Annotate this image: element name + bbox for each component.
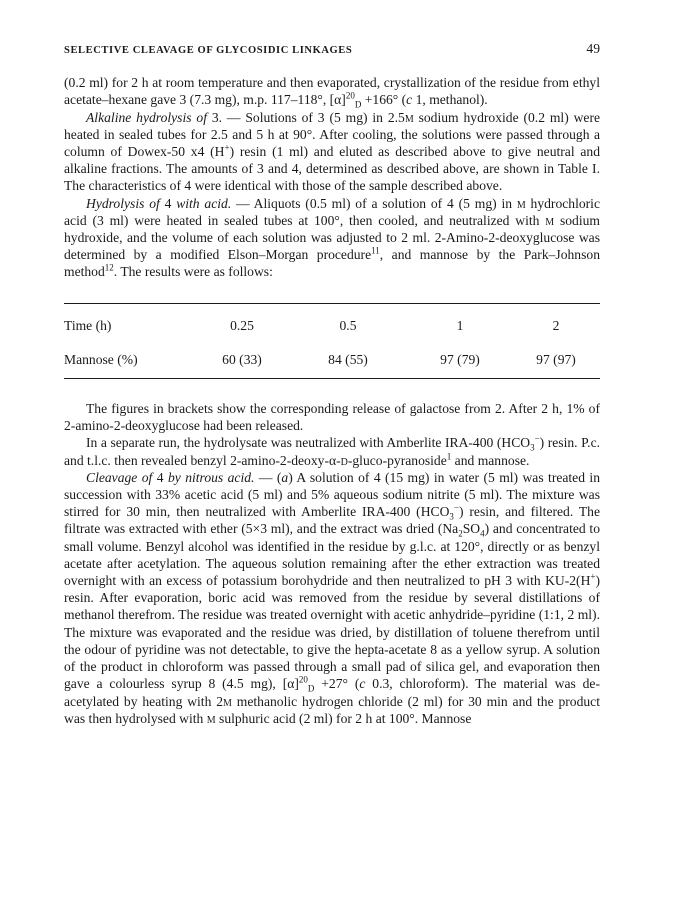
table-row-time <box>64 303 600 346</box>
reference-superscript: 12 <box>104 262 114 273</box>
table-row-mannose <box>64 346 600 379</box>
paragraph-nitrous-acid-cleavage: Cleavage of 4 by nitrous acid. — (a) A solution of 4 (15 mg) in water (5 ml) was treated in succession with 33% acetic acid (5 ml) and 5% aqueous sodium nitrite (5 ml). The mixture was stirred for 30 min, then neutralized with Amberlite IRA-400 $(HCO_3^-)$ resin, and filtered. The filtrate was extracted with ether (5×3 ml), and the extract was dried $(Na_2SO_4)$ and concentrated to small volume. Benzyl alcohol was identified in the residue by g.l.c. at 120°, directly or as benzyl acetate after acetylation. The aqueous solution remaining after the ether extraction was treated overnight with an excess of potassium borohydride and then neutralized to pH 3 with KU-2(H+) resin. After evaporation, boric acid was removed from the residue by several distillations of methanol therefrom. The residue was treated overnight with acetic anhydride–pyridine (1:1, 2 ml). The mixture was evaporated and the residue was dried, by distillation of toluene therefrom until the odour of pyridine was not detectable, to give the hepta-acetate 8 as a yellow syrup. A solution of the product in chloroform was passed through a small pad of silica gel, and evaporation then gave a colourless syrup 8 (4.5 mg), $[\alpha]^{20}_D +27^\circ$ (c 0.3, chloroform). The material was de-acetylated by heating with 2m methanolic hydrogen chloride (2 ml) for 30 min and the product was then hydrolysed with m sulphuric acid (2 ml) for 2 h at 100°. Mannose <box>64 469 601 726</box>
table-cell: Time (h) <box>64 303 196 346</box>
section-heading: Alkaline hydrolysis of <box>86 109 207 125</box>
running-title: SELECTIVE CLEAVAGE OF GLYCOSIDIC LINKAGES <box>64 45 353 56</box>
journal-page <box>64 40 600 727</box>
table-cell: 97 (97) <box>512 346 600 379</box>
table-cell: 0.25 <box>196 303 288 346</box>
reference-superscript: 11 <box>371 245 380 256</box>
results-table <box>64 303 600 379</box>
paragraph-acid-hydrolysis: Hydrolysis of 4 with acid. — Aliquots (0.5 ml) of a solution of 4 (5 mg) in m hydrochloric acid (3 ml) were heated in sealed tubes at 100°, then cooled, and neutralized with m sodium hydroxide, and the volume of each solution was adjusted to 2 ml. 2-Amino-2-deoxyglucose was determined by a modified Elson–Morgan procedure$^{11}$, and mannose by the Park–Johnson method$^{12}$. The results were as follows: <box>64 195 600 280</box>
table-cell: 2 <box>512 303 600 346</box>
table-cell: 97 (79) <box>408 346 512 379</box>
page-number: 49 <box>586 41 600 56</box>
reference-superscript: 1 <box>446 451 452 462</box>
page-header <box>64 40 600 59</box>
paragraph: (0.2 ml) for 2 h at room temperature and then evaporated, crystallization of the residue from ethyl acetate–hexane gave 3 (7.3 mg), m.p. 117–118°, $[\alpha]^{20}_D +166^\circ$ (c 1, methanol). <box>64 75 600 111</box>
paragraph-alkaline-hydrolysis: Alkaline hydrolysis of 3. — Solutions of 3 (5 mg) in 2.5m sodium hydroxide (0.2 ml) were heated in sealed tubes for 2.5 and 5 h at 90°. After cooling, the solutions were passed through a column of Dowex-50 x4 (H+) resin (1 ml) and eluted as described above to give neutral and alkaline fractions. The amounts of 3 and 4, determined as described above, are shown in Table I. The characteristics of 4 were identical with those of the sample described above. <box>64 109 601 194</box>
table-cell: Mannose (%) <box>64 346 196 379</box>
table-cell: 84 (55) <box>288 346 408 379</box>
table-cell: 0.5 <box>288 303 408 346</box>
paragraph-table-note: The figures in brackets show the corresponding release of galactose from 2. After 2 h, 1% of 2-amino-2-deoxyglucose had been released. <box>64 401 600 434</box>
section-heading: Cleavage of <box>86 469 153 485</box>
table-cell: 1 <box>408 303 512 346</box>
section-heading: Hydrolysis of <box>86 195 160 211</box>
table-cell: 60 (33) <box>196 346 288 379</box>
paragraph-separate-run: In a separate run, the hydrolysate was neutralized with Amberlite IRA-400 $(HCO_3^-)$ resin. P.c. and t.l.c. then revealed benzyl 2-amino-2-deoxy-α-d-gluco-pyranoside$^1$ and mannose. <box>64 433 601 468</box>
